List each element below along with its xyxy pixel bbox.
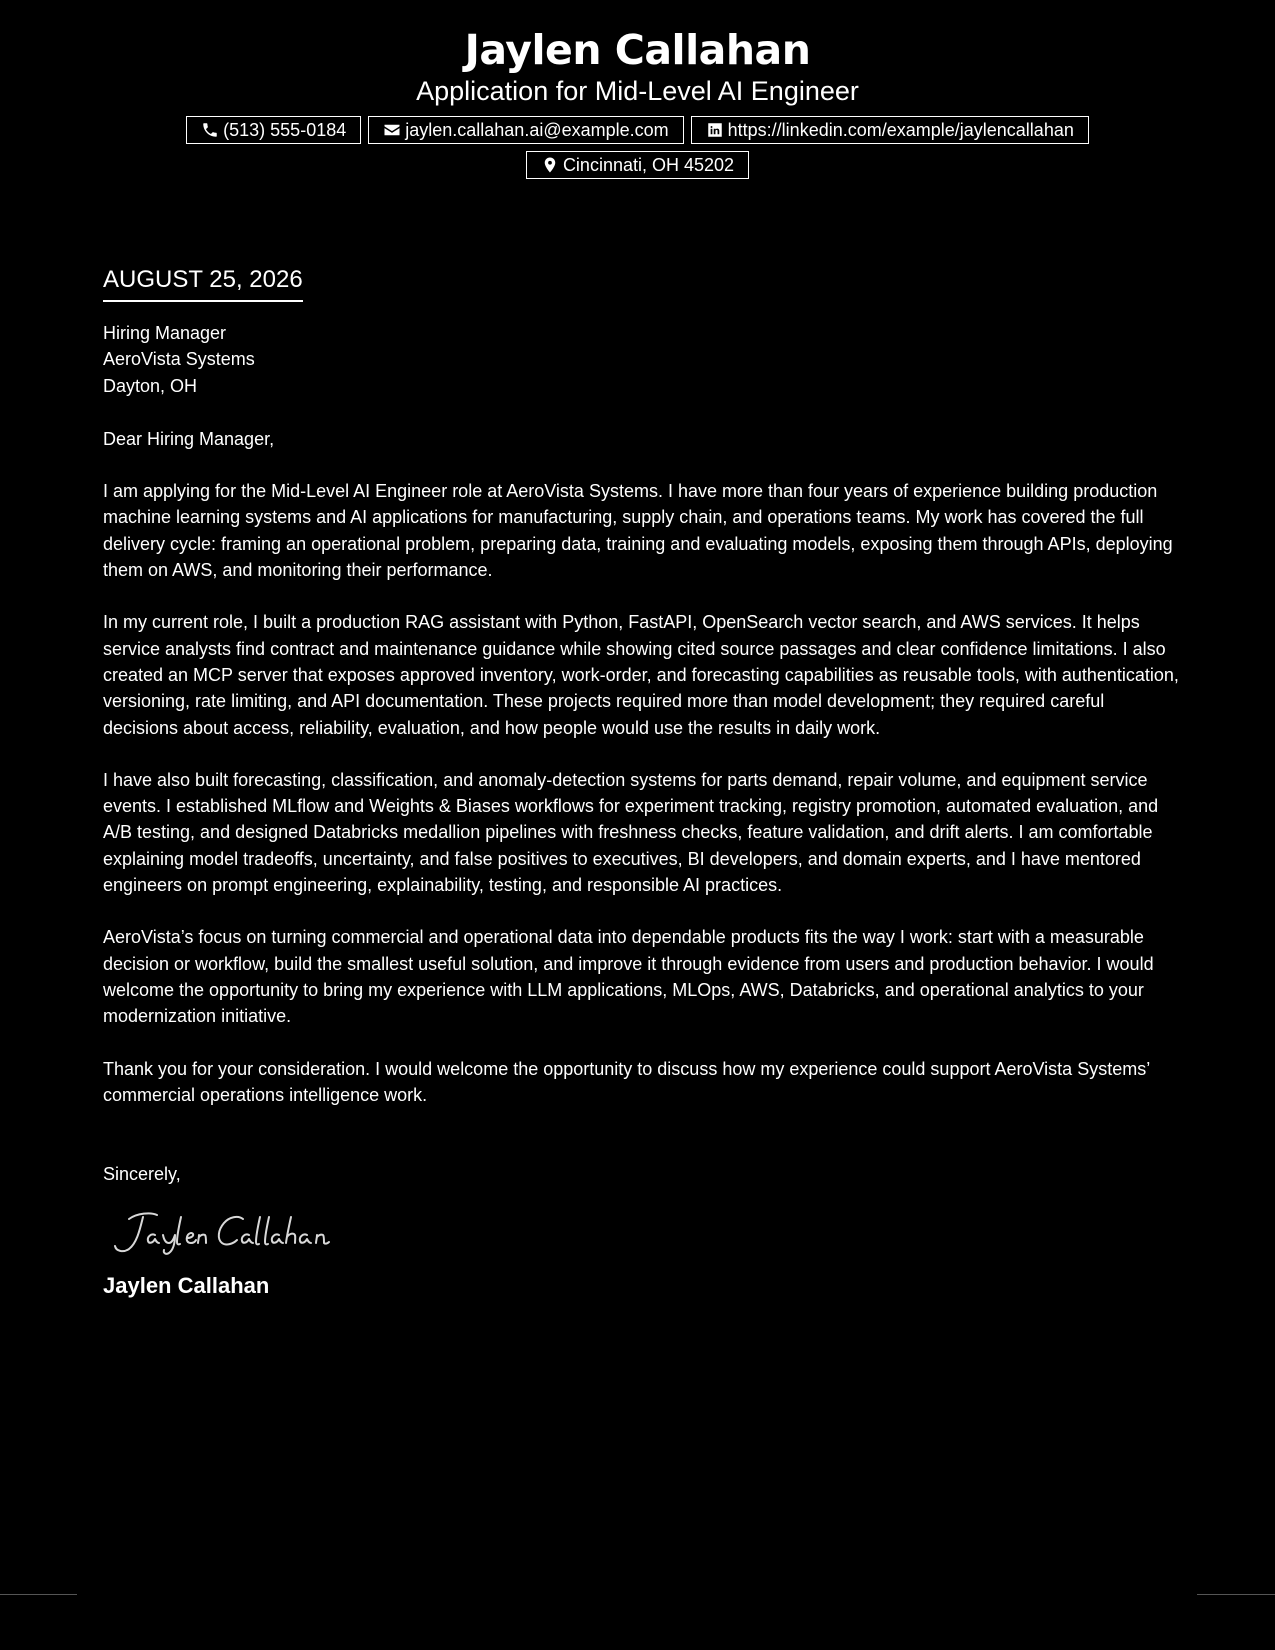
application-subtitle: Application for Mid-Level AI Engineer — [416, 76, 859, 106]
salutation: Dear Hiring Manager, — [103, 428, 275, 449]
phone-icon — [201, 121, 219, 139]
handwritten-signature — [107, 1205, 1183, 1263]
contact-location — [526, 151, 749, 179]
footer-rule-right — [1197, 1594, 1275, 1595]
body-paragraph: I am applying for the Mid-Level AI Engineer role at AeroVista Systems. I have more than four years of experience building production machine learning systems and AI applications for manufacturing, supply chain, and operations teams. My work has covered the full delivery cycle: framing an operational problem, preparing data, training and evaluating models, exposing them through APIs, deploying them on AWS, and monitoring their performance. — [103, 481, 1173, 581]
contact-list — [138, 116, 1138, 179]
contact-location-text: Cincinnati, OH 45202 — [562, 154, 735, 175]
body-paragraph: I have also built forecasting, classification, and anomaly-detection systems for parts demand, repair volume, and equipment service events. I established MLflow and Weights & Biases workflows for experiment tracking, registry promotion, automated evaluation, and A/B testing, and designed Databricks medallion pipelines with freshness checks, feature validation, and drift alerts. I am comfortable explaining model tradeoffs, uncertainty, and false positives to executives, BI developers, and domain experts, and I have mentored engineers on prompt engineering, explainability, testing, and responsible AI practices. — [103, 769, 1159, 896]
letter-date: AUGUST 25, 2026 — [103, 262, 303, 302]
contact-email[interactable] — [368, 116, 683, 144]
envelope-icon — [383, 121, 401, 139]
body-paragraph: Thank you for your consideration. I would welcome the opportunity to discuss how my experience could support AeroVista Systems’ commercial operations intelligence work. — [103, 1058, 1150, 1105]
body-paragraph: AeroVista’s focus on turning commercial and operational data into dependable products fits the way I work: start with a measurable decision or workflow, build the smallest useful solution, and improve it through evidence from users and production behavior. I would welcome the opportunity to bring my experience with LLM applications, MLOps, AWS, Databricks, and operational analytics to your modernization initiative. — [103, 927, 1154, 1027]
recipient-location: Dayton, OH — [103, 375, 198, 396]
linkedin-icon — [706, 121, 724, 139]
contact-linkedin[interactable] — [691, 116, 1089, 144]
recipient-title: Hiring Manager — [103, 323, 227, 343]
recipient-block — [103, 320, 1183, 399]
letter-header — [0, 22, 1275, 179]
map-marker-icon — [541, 156, 559, 174]
contact-linkedin-text: https://linkedin.com/example/jaylencallahan — [727, 119, 1074, 140]
closing: Sincerely, — [103, 1164, 181, 1185]
contact-phone-text: (513) 555-0184 — [223, 119, 347, 140]
letter-body — [103, 262, 1183, 1301]
body-paragraph: In my current role, I built a production RAG assistant with Python, FastAPI, OpenSearch vector search, and AWS services. It helps service analysts find contract and maintenance guidance while showing cited source passages and clear confidence limitations. I also created an MCP server that exposes approved inventory, work-order, and forecasting capabilities as reusable tools, with authentication, versioning, rate limiting, and API documentation. These projects required more than model development; they required careful decisions about access, reliability, evaluation, and how people would use the results in daily work. — [103, 612, 1179, 738]
applicant-name: Jaylen Callahan — [464, 26, 811, 74]
signer-name: Jaylen Callahan — [103, 1273, 270, 1299]
contact-phone[interactable] — [186, 116, 361, 144]
contact-email-text: jaylen.callahan.ai@example.com — [405, 119, 669, 140]
recipient-company: AeroVista Systems — [103, 349, 255, 370]
footer-rule-left — [0, 1594, 77, 1595]
